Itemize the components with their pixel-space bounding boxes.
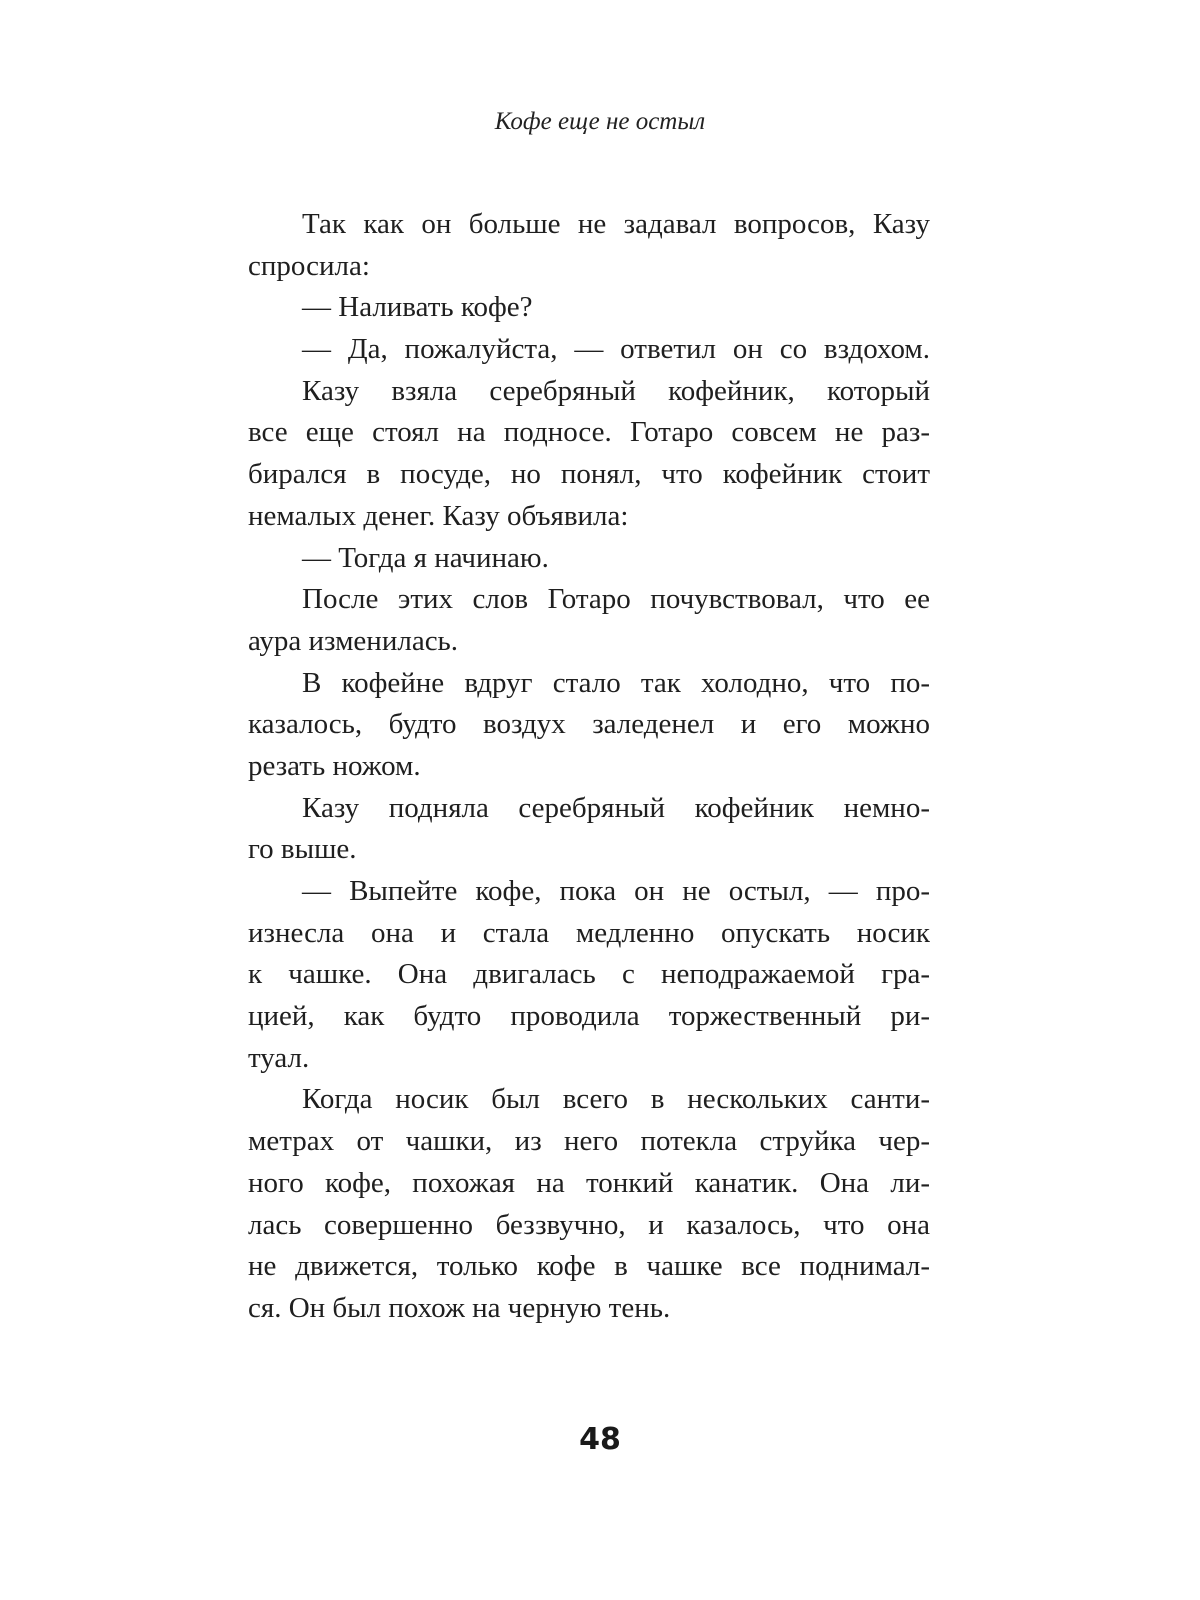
text-line: бирался в посуде, но понял, что кофейник стоит <box>248 458 930 491</box>
text-line: В кофейне вдруг стало так холодно, что по- <box>302 666 930 699</box>
text-line: ного кофе, похожая на тонкий канатик. Она ли- <box>248 1166 930 1199</box>
running-head: Кофе еще не остыл <box>494 108 706 135</box>
text-line: спросила: <box>248 249 370 282</box>
text-line: изнесла она и стала медленно опускать носик <box>248 916 930 949</box>
text-line: аура изменилась. <box>248 624 459 657</box>
text-line: После этих слов Готаро почувствовал, что ее <box>302 583 930 616</box>
text-line: метрах от чашки, из него потекла струйка чер- <box>248 1125 930 1158</box>
page-number: 48 <box>579 1422 621 1457</box>
text-line: — Тогда я начинаю. <box>302 541 549 574</box>
text-line: не движется, только кофе в чашке все поднимал- <box>248 1250 930 1283</box>
body-text <box>248 204 930 1330</box>
text-line: цией, как будто проводила торжественный ри- <box>248 1000 930 1033</box>
text-line: к чашке. Она двигалась с неподражаемой гра- <box>248 958 930 991</box>
text-line: Казу взяла серебряный кофейник, который <box>302 374 930 407</box>
text-line: — Выпейте кофе, пока он не остыл, — про- <box>302 875 930 907</box>
text-line: резать ножом. <box>248 749 421 782</box>
text-line: ся. Он был похож на черную тень. <box>248 1291 671 1324</box>
text-line: го выше. <box>248 833 357 866</box>
text-line: немалых денег. Казу объявила: <box>248 499 629 532</box>
text-line: Казу подняла серебряный кофейник немно- <box>302 791 930 824</box>
text-line: лась совершенно беззвучно, и казалось, что она <box>248 1208 930 1241</box>
text-line: Когда носик был всего в нескольких санти- <box>302 1083 930 1116</box>
text-line: Так как он больше не задавал вопросов, Казу <box>302 208 930 240</box>
text-line: казалось, будто воздух заледенел и его можно <box>248 708 930 741</box>
text-line: — Да, пожалуйста, — ответил он со вздохом. <box>302 333 930 366</box>
text-line: — Наливать кофе? <box>302 291 533 324</box>
text-line: все еще стоял на подносе. Готаро совсем не раз- <box>248 416 930 449</box>
text-line: туал. <box>248 1041 310 1074</box>
